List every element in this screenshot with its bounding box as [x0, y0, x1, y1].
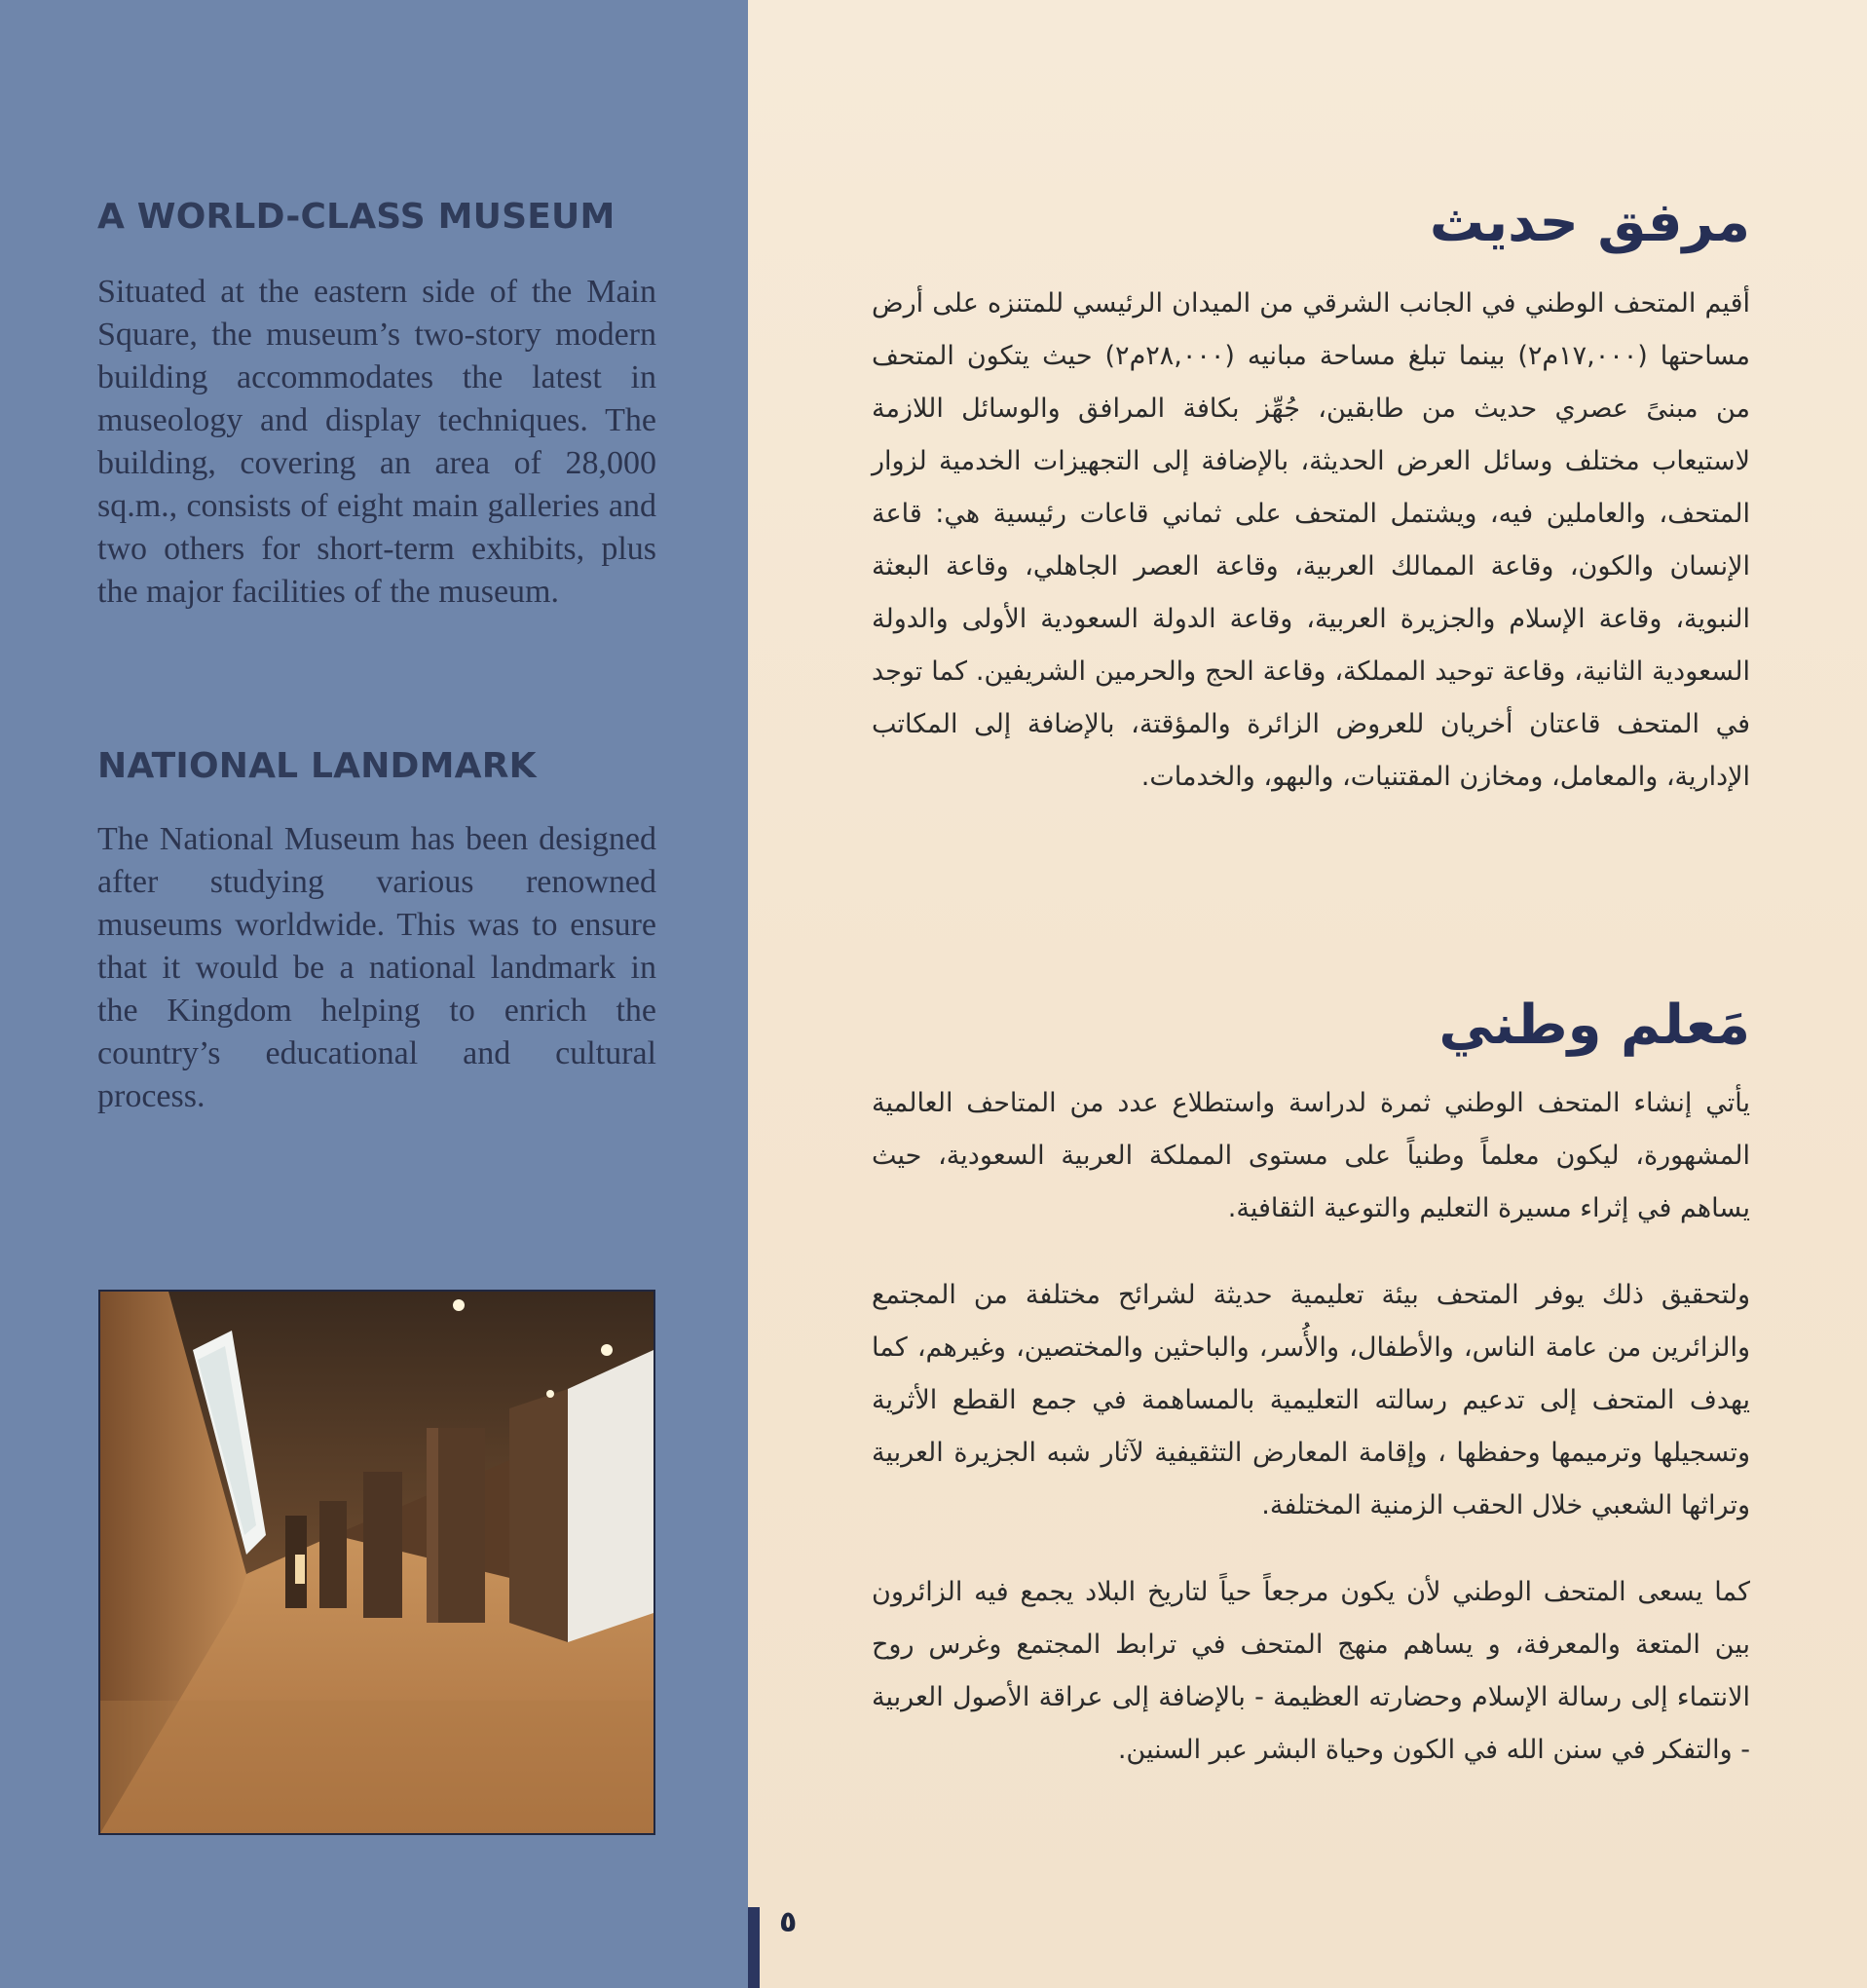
world-class-museum-text: Situated at the eastern side of the Main Square, the museum’s two-story modern building accommodates the latest in museology and display techniques. The building, covering an area of 28,000 sq.m., consists of eight main galleries and two others for short-term exhibits, plus the major facilities of the museum.: [97, 274, 656, 610]
national-landmark-ar-paragraph-3: كما يسعى المتحف الوطني لأن يكون مرجعاً حياً لتاريخ البلاد يجمع فيه الزائرون بين المتعة والمعرفة، و يساهم منهج المتحف في ترابط المجتمع وغرس روح الانتماء إلى رسالة الإسلام وحضارته العظيمة - بالإضافة إلى عراقة الأصول العربية - والتفكر في سنن الله في الكون وحياة البشر عبر السنين.: [872, 1577, 1750, 1765]
national-landmark-text: The National Museum has been designed after studying various renowned museums worldwide. This was to ensure that it would be a national landmark in the Kingdom helping to enrich the country’s educational and cultural process.: [97, 821, 656, 1114]
national-landmark-ar-paragraph-2: ولتحقيق ذلك يوفر المتحف بيئة تعليمية حديثة لشرائح مختلفة من المجتمع والزائرين من عامة الناس، والأطفال، والأُسر، والباحثين والمختصين، وغيرهم، كما يهدف المتحف إلى تدعيم رسالته التعليمية بالمساهمة في جمع القطع الأثرية وتسجيلها وترميمها وحفظها ، وإقامة المعارض التثقيفية لآثار شبه الجزيرة العربية وتراثها الشعبي خلال الحقب الزمنية المختلفة.: [872, 1280, 1750, 1520]
national-landmark-heading: NATIONAL LANDMARK: [97, 746, 537, 786]
world-class-museum-heading: A WORLD-CLASS MUSEUM: [97, 197, 616, 237]
modern-facility-heading: مرفق حديث: [1429, 191, 1750, 254]
page-number-bar: [748, 1907, 760, 1988]
national-landmark-ar-paragraph-1: يأتي إنشاء المتحف الوطني ثمرة لدراسة واستطلاع عدد من المتاحف العالمية المشهورة، ليكون معلماً وطنياً على مستوى المملكة العربية السعودية، حيث يساهم في إثراء مسيرة التعليم والتوعية الثقافية.: [872, 1088, 1750, 1223]
modern-facility-text: أقيم المتحف الوطني في الجانب الشرقي من الميدان الرئيسي للمتنزه على أرض مساحتها (١٧,٠٠٠م٢) بينما تبلغ مساحة مبانيه (٢٨,٠٠٠م٢) حيث يتكون المتحف من مبنىً عصري حديث من طابقين، جُهِّز بكافة المرافق والوسائل اللازمة لاستيعاب مختلف وسائل العرض الحديثة، بالإضافة إلى التجهيزات الخدمية لزوار المتحف، والعاملين فيه، ويشتمل المتحف على ثماني قاعات رئيسية هي: قاعة الإنسان والكون، وقاعة الممالك العربية، وقاعة العصر الجاهلي، وقاعة البعثة النبوية، وقاعة الإسلام والجزيرة العربية، وقاعة الدولة السعودية الأولى والدولة السعودية الثانية، وقاعة توحيد المملكة، وقاعة الحج والحرمين الشريفين. كما توجد في المتحف قاعتان أخريان للعروض الزائرة والمؤقتة، بالإضافة إلى المكاتب الإدارية، والمعامل، ومخازن المقتنيات، والبهو، والخدمات.: [872, 288, 1751, 792]
national-landmark-ar-heading: مَعلم وطني: [1438, 994, 1750, 1057]
page-number: ٥: [779, 1905, 798, 1939]
museum-corridor-photo: [98, 1290, 655, 1835]
